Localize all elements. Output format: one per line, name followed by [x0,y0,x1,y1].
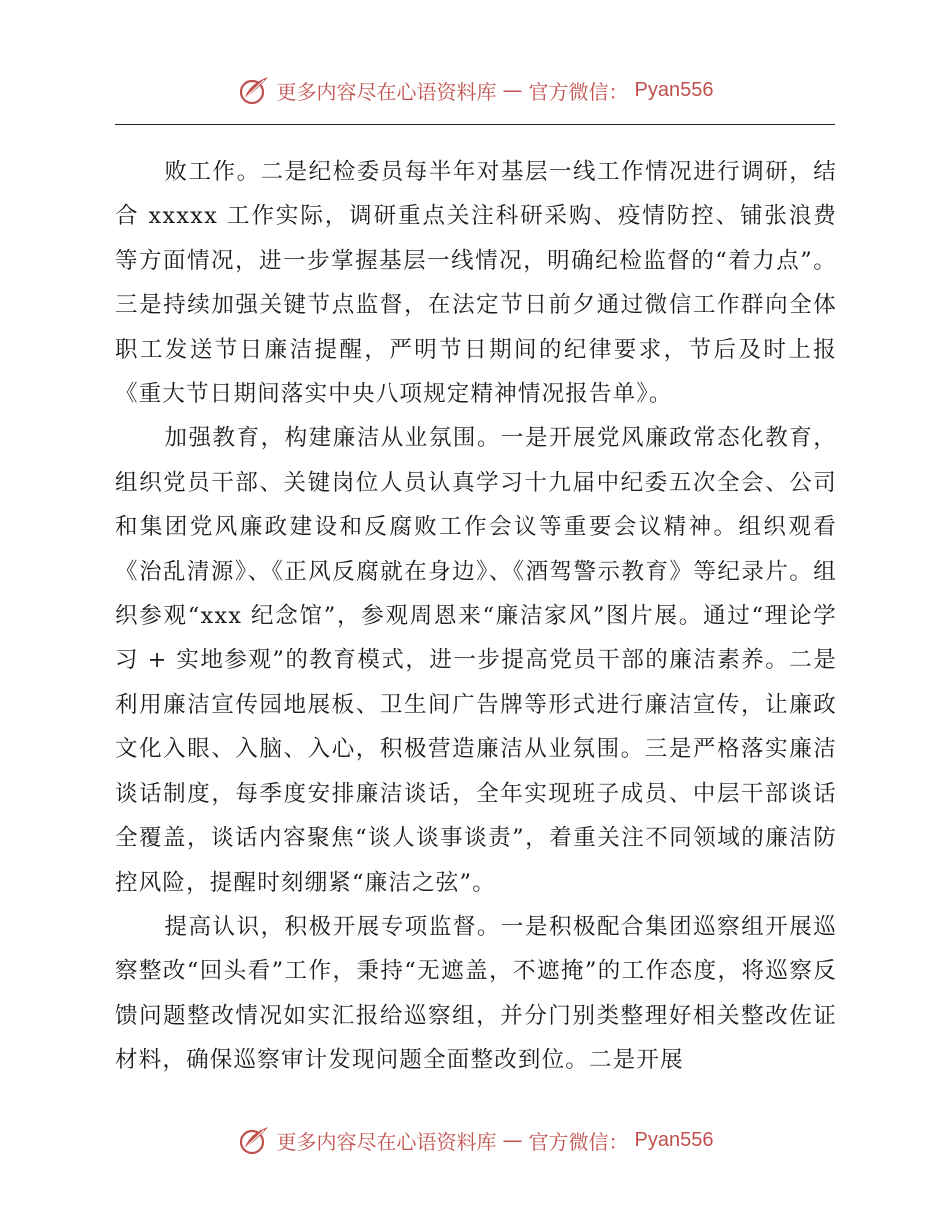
header-divider [115,124,835,125]
header-wechat-label: 官方微信： [528,79,629,104]
footer-wechat-label: 官方微信： [528,1129,629,1154]
footer-separator: — [502,1128,523,1152]
paragraph-supervision: 提高认识，积极开展专项监督。一是积极配合集团巡察组开展巡察整改“回头看”工作，秉持“无遮盖，不遮掩”的工作态度，将巡察反馈问题整改情况如实汇报给巡察组，并分门别类整理好相关整改佐证材料，确保巡察审计发现问题全面整改到位。二是开展 [115,913,837,1074]
paragraph-continuation: 败工作。二是纪检委员每半年对基层一线工作情况进行调研，结合 xxxxx 工作实际，调研重点关注科研采购、疫情防控、铺张浪费等方面情况，进一步掌握基层一线情况，明确纪检监督的“着力点”。三是持续加强关键节点监督，在法定节日前夕通过微信工作群向全体职工发送节日廉洁提醒，严明节日期间的纪律要求，节后及时上报《重大节日期间落实中央八项规定精神情况报告单》。 [115,159,837,408]
header-separator: — [502,78,523,102]
footer-brand-text: 更多内容尽在心语资料库 [276,1129,497,1154]
header-brand-text: 更多内容尽在心语资料库 [276,79,497,104]
paragraph-education: 加强教育，构建廉洁从业氛围。一是开展党风廉政常态化教育，组织党员干部、关键岗位人员认真学习十九届中纪委五次全会、公司和集团党风廉政建设和反腐败工作会议等重要会议精神。组织观看《治乱清源》、《正风反腐就在身边》、《酒驾警示教育》等纪录片。组织参观“xxx 纪念馆”，参观周恩来“廉洁家风”图片展。通过“理论学习 + 实地参观”的教育模式，进一步提高党员干部的廉洁素养。二是利用廉洁宣传园地展板、卫生间广告牌等形式进行廉洁宣传，让廉政文化入眼、入脑、入心，积极营造廉洁从业氛围。三是严格落实廉洁谈话制度，每季度安排廉洁谈话，全年实现班子成员、中层干部谈话全覆盖，谈话内容聚焦“谈人谈事谈责”，着重关注不同领域的廉洁防控风险，提醒时刻绷紧“廉洁之弦”。 [115,425,837,896]
feather-quill-icon [237,1123,271,1157]
feather-quill-icon [237,73,271,107]
document-body [115,150,837,1083]
header-wechat-id: Pyan556 [634,78,714,101]
footer-wechat-id: Pyan556 [634,1128,714,1151]
header-banner [0,70,950,110]
footer-banner [0,1120,950,1160]
